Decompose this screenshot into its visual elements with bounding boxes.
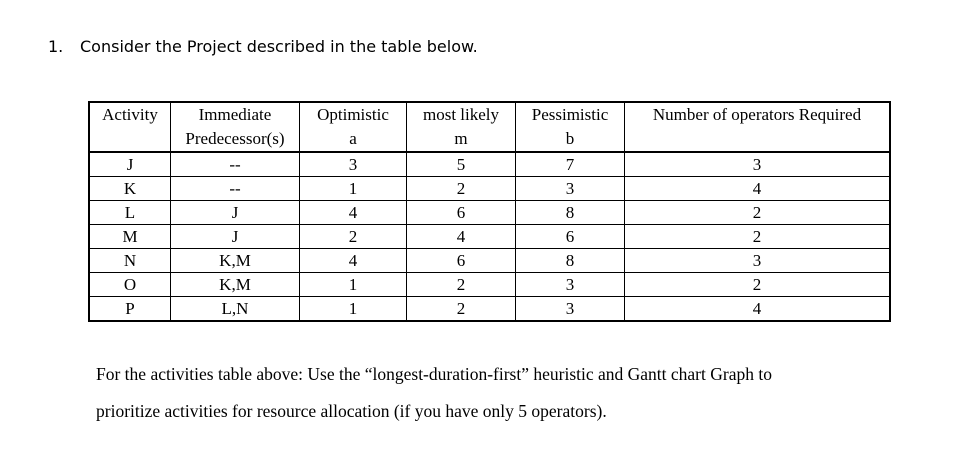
instruction-line-1: For the activities table above: Use the “longest-duration-first” heuristic and Gantt chart Graph to [96, 364, 772, 384]
table-row [89, 177, 890, 201]
question-number: 1. [48, 37, 64, 56]
cell-predecessor: L,N [171, 297, 300, 322]
header-most-likely [407, 102, 516, 152]
cell-predecessor: -- [171, 152, 300, 177]
cell-activity: N [89, 249, 171, 273]
cell-optimistic: 1 [300, 273, 407, 297]
cell-predecessor: J [171, 225, 300, 249]
header-operators: Number of operators Required [625, 102, 891, 152]
cell-activity: K [89, 177, 171, 201]
cell-activity: O [89, 273, 171, 297]
header-optimistic-label: Optimistic [317, 105, 389, 124]
cell-most-likely: 2 [407, 177, 516, 201]
cell-activity: M [89, 225, 171, 249]
table-row [89, 297, 890, 322]
header-pessimistic [516, 102, 625, 152]
table-row [89, 273, 890, 297]
cell-optimistic: 1 [300, 177, 407, 201]
cell-pessimistic: 8 [516, 249, 625, 273]
table-row [89, 249, 890, 273]
header-predecessor-line2: Predecessor(s) [185, 129, 285, 148]
header-pessimistic-label: Pessimistic [531, 105, 609, 124]
cell-predecessor: K,M [171, 273, 300, 297]
cell-most-likely: 5 [407, 152, 516, 177]
cell-optimistic: 2 [300, 225, 407, 249]
cell-pessimistic: 6 [516, 225, 625, 249]
question-heading [48, 37, 478, 56]
header-predecessor-line1: Immediate [198, 105, 272, 124]
cell-pessimistic: 3 [516, 297, 625, 322]
table-row [89, 225, 890, 249]
cell-predecessor: J [171, 201, 300, 225]
header-predecessor [171, 102, 300, 152]
cell-pessimistic: 3 [516, 273, 625, 297]
header-optimistic [300, 102, 407, 152]
cell-pessimistic: 3 [516, 177, 625, 201]
cell-most-likely: 6 [407, 249, 516, 273]
header-activity: Activity [89, 102, 171, 152]
cell-optimistic: 4 [300, 249, 407, 273]
cell-pessimistic: 7 [516, 152, 625, 177]
cell-operators: 2 [625, 201, 891, 225]
question-text: Consider the Project described in the table below. [80, 37, 478, 56]
instruction-paragraph [96, 356, 772, 430]
cell-operators: 3 [625, 152, 891, 177]
header-pessimistic-symbol: b [565, 129, 575, 148]
cell-most-likely: 6 [407, 201, 516, 225]
cell-operators: 2 [625, 273, 891, 297]
activities-table [88, 101, 891, 322]
cell-activity: L [89, 201, 171, 225]
instruction-line-2: prioritize activities for resource allocation (if you have only 5 operators). [96, 401, 607, 421]
cell-optimistic: 4 [300, 201, 407, 225]
cell-optimistic: 1 [300, 297, 407, 322]
header-most-likely-label: most likely [422, 105, 500, 124]
cell-most-likely: 2 [407, 297, 516, 322]
cell-operators: 4 [625, 297, 891, 322]
cell-pessimistic: 8 [516, 201, 625, 225]
cell-operators: 2 [625, 225, 891, 249]
cell-operators: 3 [625, 249, 891, 273]
header-optimistic-symbol: a [349, 129, 357, 148]
cell-activity: P [89, 297, 171, 322]
cell-predecessor: K,M [171, 249, 300, 273]
cell-predecessor: -- [171, 177, 300, 201]
table-row [89, 201, 890, 225]
cell-operators: 4 [625, 177, 891, 201]
header-row [89, 102, 890, 152]
cell-optimistic: 3 [300, 152, 407, 177]
cell-activity: J [89, 152, 171, 177]
cell-most-likely: 2 [407, 273, 516, 297]
table-row [89, 152, 890, 177]
header-most-likely-symbol: m [454, 129, 468, 148]
cell-most-likely: 4 [407, 225, 516, 249]
